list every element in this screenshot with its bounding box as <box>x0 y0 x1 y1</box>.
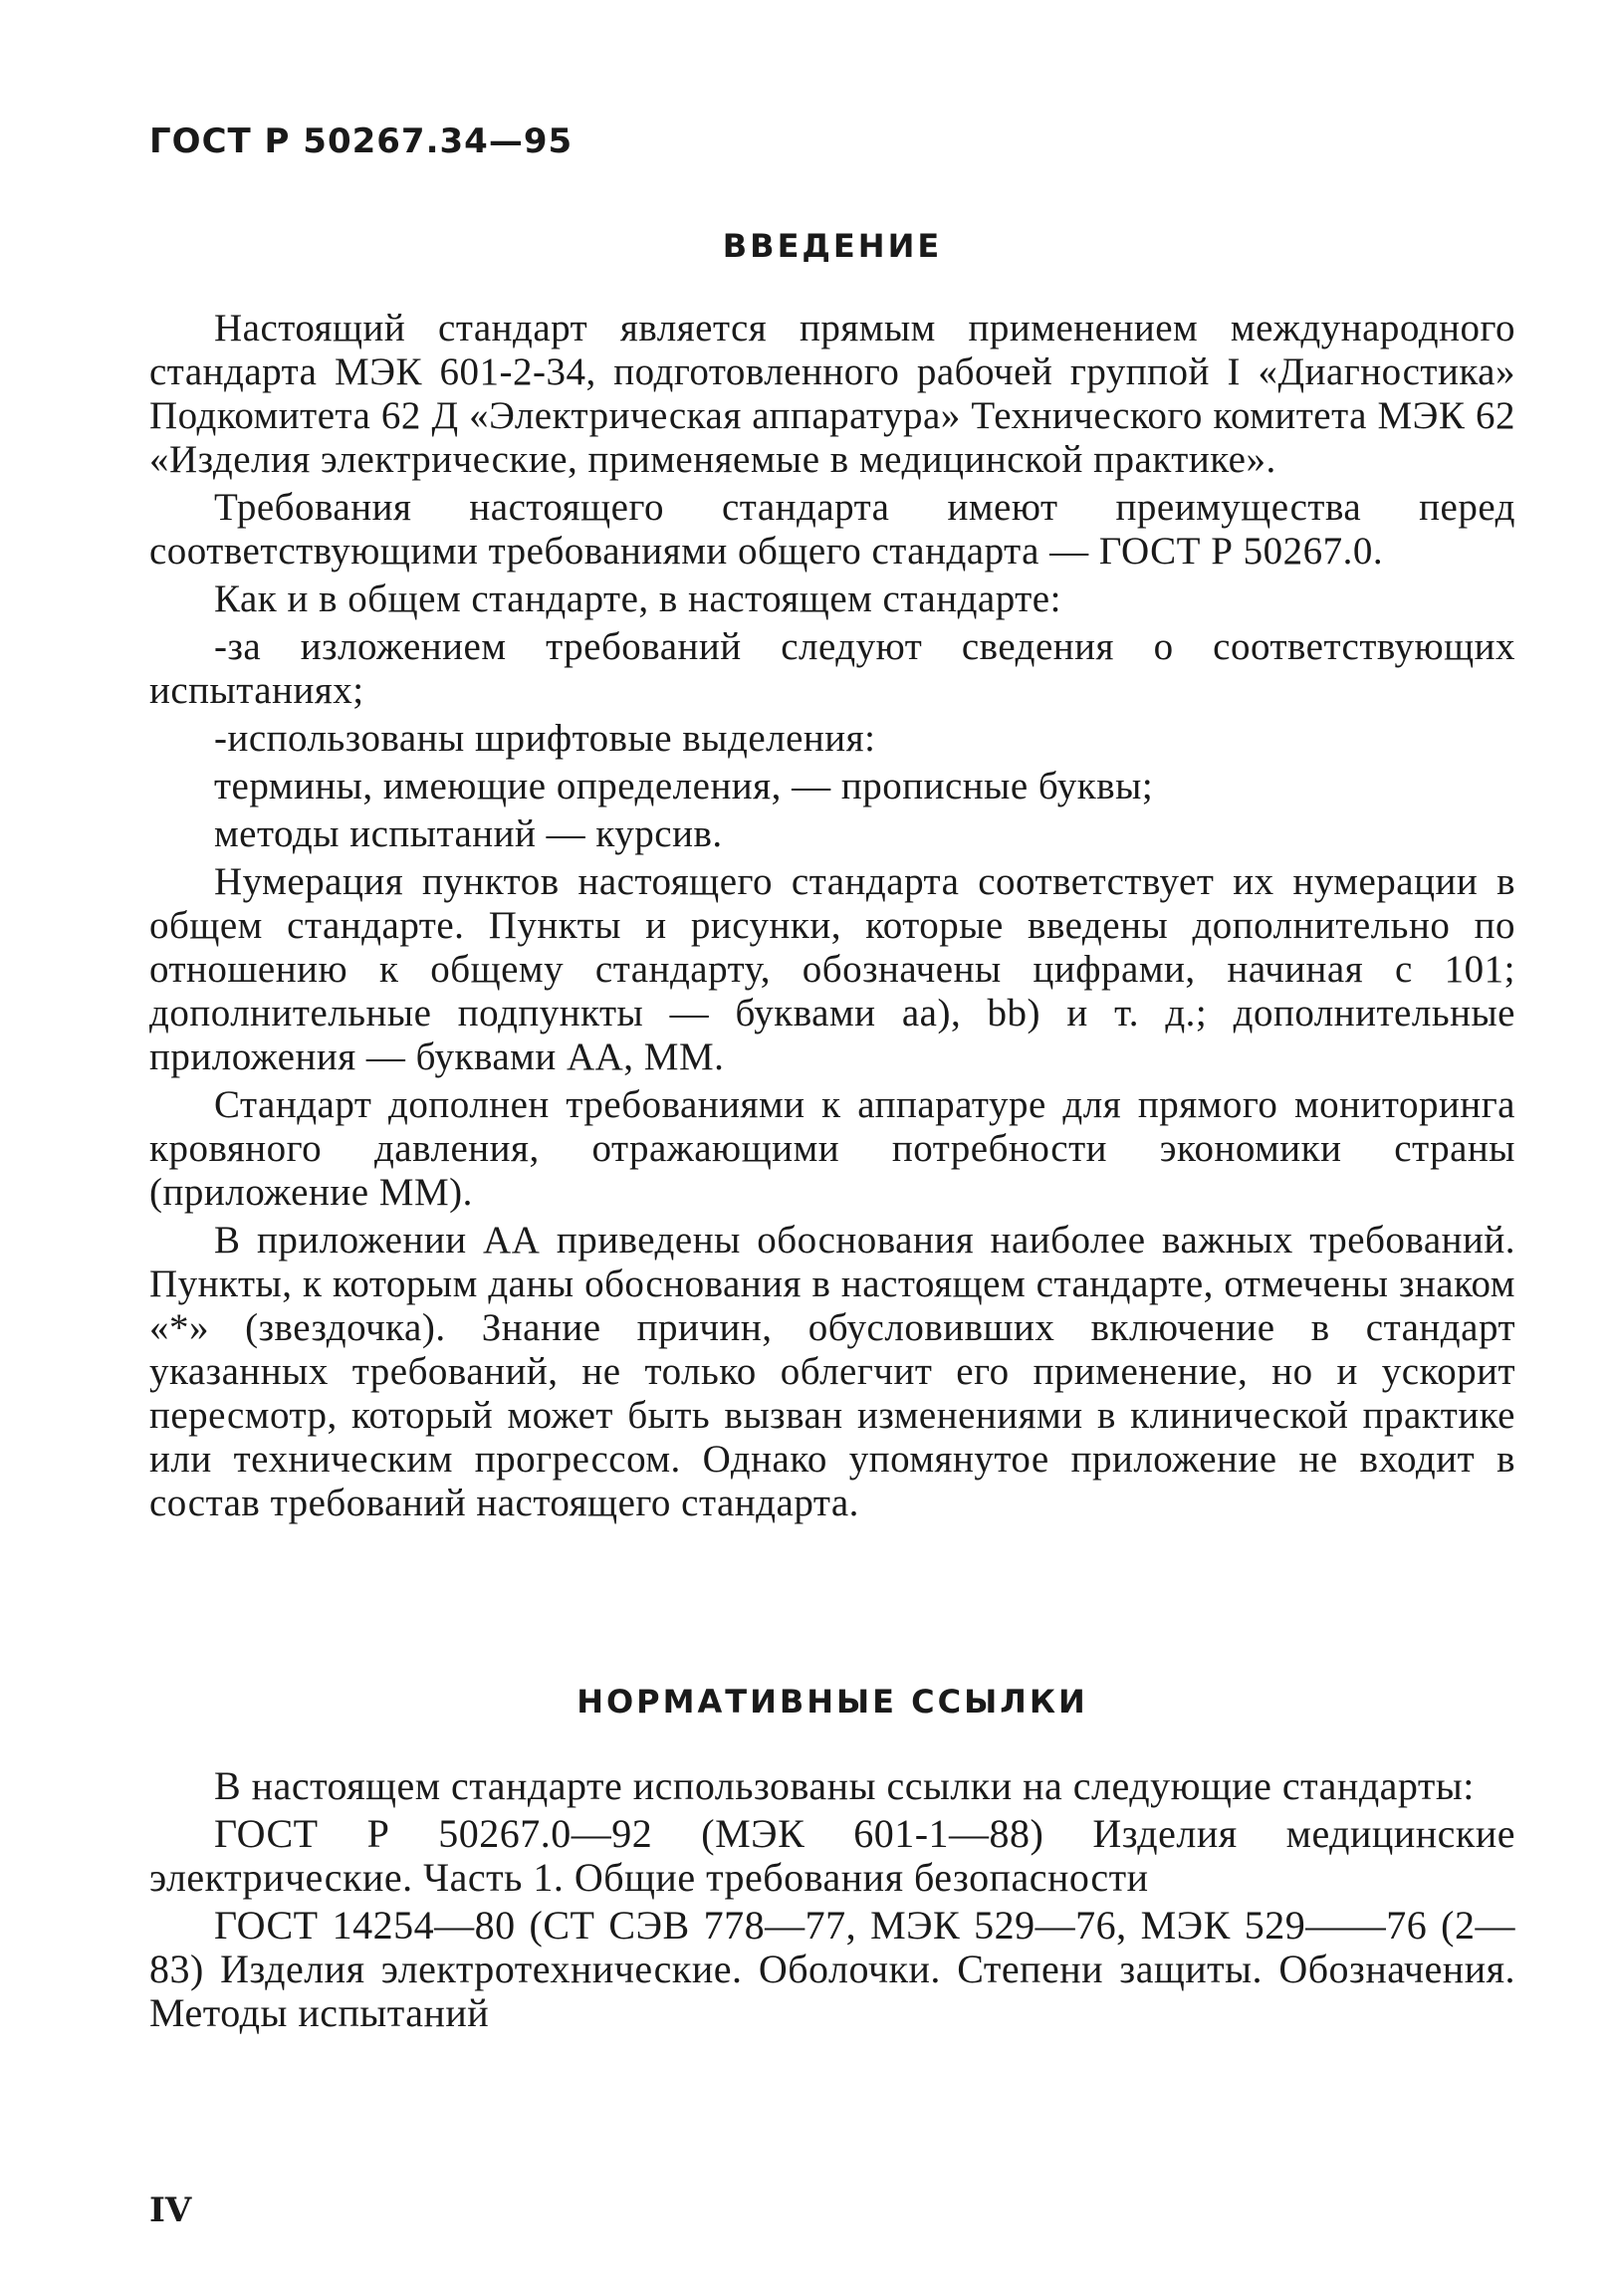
references-title: НОРМАТИВНЫЕ ССЫЛКИ <box>576 1683 1088 1721</box>
intro-list-item: методы испытаний — курсив. <box>214 812 723 855</box>
intro-list-item: -за изложением требований следуют сведения о соответствующих испытаниях; <box>149 625 1515 712</box>
document-code: ГОСТ Р 50267.34—95 <box>149 121 574 161</box>
references-intro: В настоящем стандарте использованы ссылки на следующие стандарты: <box>214 1763 1475 1808</box>
intro-paragraph: Нумерация пунктов настоящего стандарта соответствует их нумерации в общем стандарте. Пункты и рисунки, которые введены дополнительно по отношению к общему стандарту, обозначены цифрами, начиная с 101; дополнительные подпункты — буквами аа), bb) и т. д.; дополнительные приложения — буквами АА, ММ. <box>149 860 1515 1078</box>
intro-paragraph: В приложении АА приведены обоснования наиболее важных требований. Пункты, к которым даны обоснования в настоящем стандарте, отмечены знаком «*» (звездочка). Знание причин, обусловивших включение в стандарт указанных требований, не только облегчит его применение, но и ускорит пересмотр, который может быть вызван изменениями в клинической практике или техническим прогрессом. Однако упомянутое приложение не входит в состав требований настоящего стандарта. <box>149 1219 1515 1524</box>
intro-paragraph: Стандарт дополнен требованиями к аппаратуре для прямого мониторинга кровяного давления, отражающими потребности экономики страны (приложение ММ). <box>149 1083 1515 1214</box>
reference-item: ГОСТ Р 50267.0—92 (МЭК 601-1—88) Изделия медицинские электрические. Часть 1. Общие требования безопасности <box>149 1811 1515 1900</box>
introduction-title: ВВЕДЕНИЕ <box>722 227 943 265</box>
page-number: IV <box>149 2190 192 2230</box>
reference-item: ГОСТ 14254—80 (СТ СЭВ 778—77, МЭК 529—76, МЭК 529——76 (2—83) Изделия электротехнические. Оболочки. Степени защиты. Обозначения. Методы испытаний <box>149 1903 1515 2035</box>
intro-list-item: термины, имеющие определения, — прописные буквы; <box>214 765 1154 807</box>
intro-paragraph: Как и в общем стандарте, в настоящем стандарте: <box>214 577 1061 620</box>
references-body <box>149 1764 1515 2035</box>
intro-list-item: -использованы шрифтовые выделения: <box>214 717 876 760</box>
intro-paragraph: Требования настоящего стандарта имеют преимущества перед соответствующими требованиями общего стандарта — ГОСТ Р 50267.0. <box>149 486 1515 573</box>
introduction-body <box>149 307 1515 1525</box>
intro-paragraph: Настоящий стандарт является прямым применением международного стандарта МЭК 601-2-34, подготовленного рабочей группой I «Диагностика» Подкомитета 62 Д «Электрическая аппаратура» Технического комитета МЭК 62 «Изделия электрические, применяемые в медицинской практике». <box>149 307 1515 481</box>
